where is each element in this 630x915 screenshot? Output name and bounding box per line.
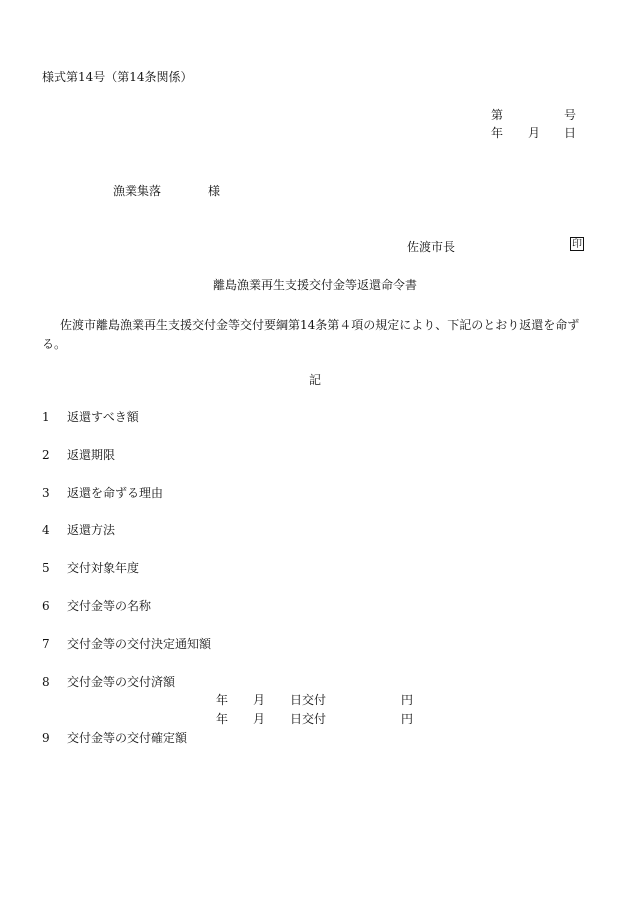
seal-mark: 印 xyxy=(572,239,582,250)
paid-yen-label: 円 xyxy=(401,712,414,726)
form-number: 様式第14号（第14条関係） xyxy=(42,70,193,84)
item-label: 返還方法 xyxy=(67,523,116,537)
paid-month-label: 月 xyxy=(253,693,266,707)
paid-year-label: 年 xyxy=(216,712,229,726)
paid-day-label: 日交付 xyxy=(290,693,327,707)
item-label: 交付金等の交付済額 xyxy=(67,675,176,689)
document-title: 離島漁業再生支援交付金等返還命令書 xyxy=(212,278,417,292)
item-label: 交付金等の名称 xyxy=(67,599,152,613)
item-label: 返還期限 xyxy=(67,448,116,462)
list-item xyxy=(42,561,139,575)
date-day-label: 日 xyxy=(564,126,577,140)
item-number: 4 xyxy=(42,523,50,537)
item-label: 交付対象年度 xyxy=(67,561,140,575)
paid-year-label: 年 xyxy=(216,693,229,707)
body-paragraph: 佐渡市離島漁業再生支援交付金等交付要綱第14条第４項の規定により、下記のとおり返還を命ずる。 xyxy=(42,318,580,351)
list-item xyxy=(42,675,175,689)
date-month-label: 月 xyxy=(528,126,541,140)
item-label: 交付金等の交付決定通知額 xyxy=(67,637,212,651)
paid-day-label: 日交付 xyxy=(290,712,327,726)
item-label: 返還を命ずる理由 xyxy=(67,486,164,500)
item-number: 6 xyxy=(42,599,50,613)
paid-yen-label: 円 xyxy=(401,693,414,707)
item-number: 3 xyxy=(42,486,50,500)
list-item xyxy=(42,637,211,651)
doc-number-suffix: 号 xyxy=(564,108,577,122)
item-number: 9 xyxy=(42,731,50,745)
doc-number-prefix: 第 xyxy=(491,108,504,122)
list-item xyxy=(42,523,115,537)
item-number: 2 xyxy=(42,448,50,462)
item-number: 5 xyxy=(42,561,50,575)
list-item xyxy=(42,731,187,745)
list-item xyxy=(42,486,163,500)
item-label: 返還すべき額 xyxy=(67,410,139,424)
item-number: 1 xyxy=(42,410,50,424)
item-number: 8 xyxy=(42,675,50,689)
addressee-honorific: 様 xyxy=(208,184,221,198)
list-item xyxy=(42,448,115,462)
ki-heading: 記 xyxy=(308,373,321,387)
list-item xyxy=(42,410,139,424)
paid-month-label: 月 xyxy=(253,712,266,726)
addressee-name: 漁業集落 xyxy=(113,184,162,198)
item-number: 7 xyxy=(42,637,50,651)
issuer-title: 佐渡市長 xyxy=(407,240,456,254)
list-item xyxy=(42,599,151,613)
item-label: 交付金等の交付確定額 xyxy=(67,731,188,745)
date-year-label: 年 xyxy=(491,126,504,140)
